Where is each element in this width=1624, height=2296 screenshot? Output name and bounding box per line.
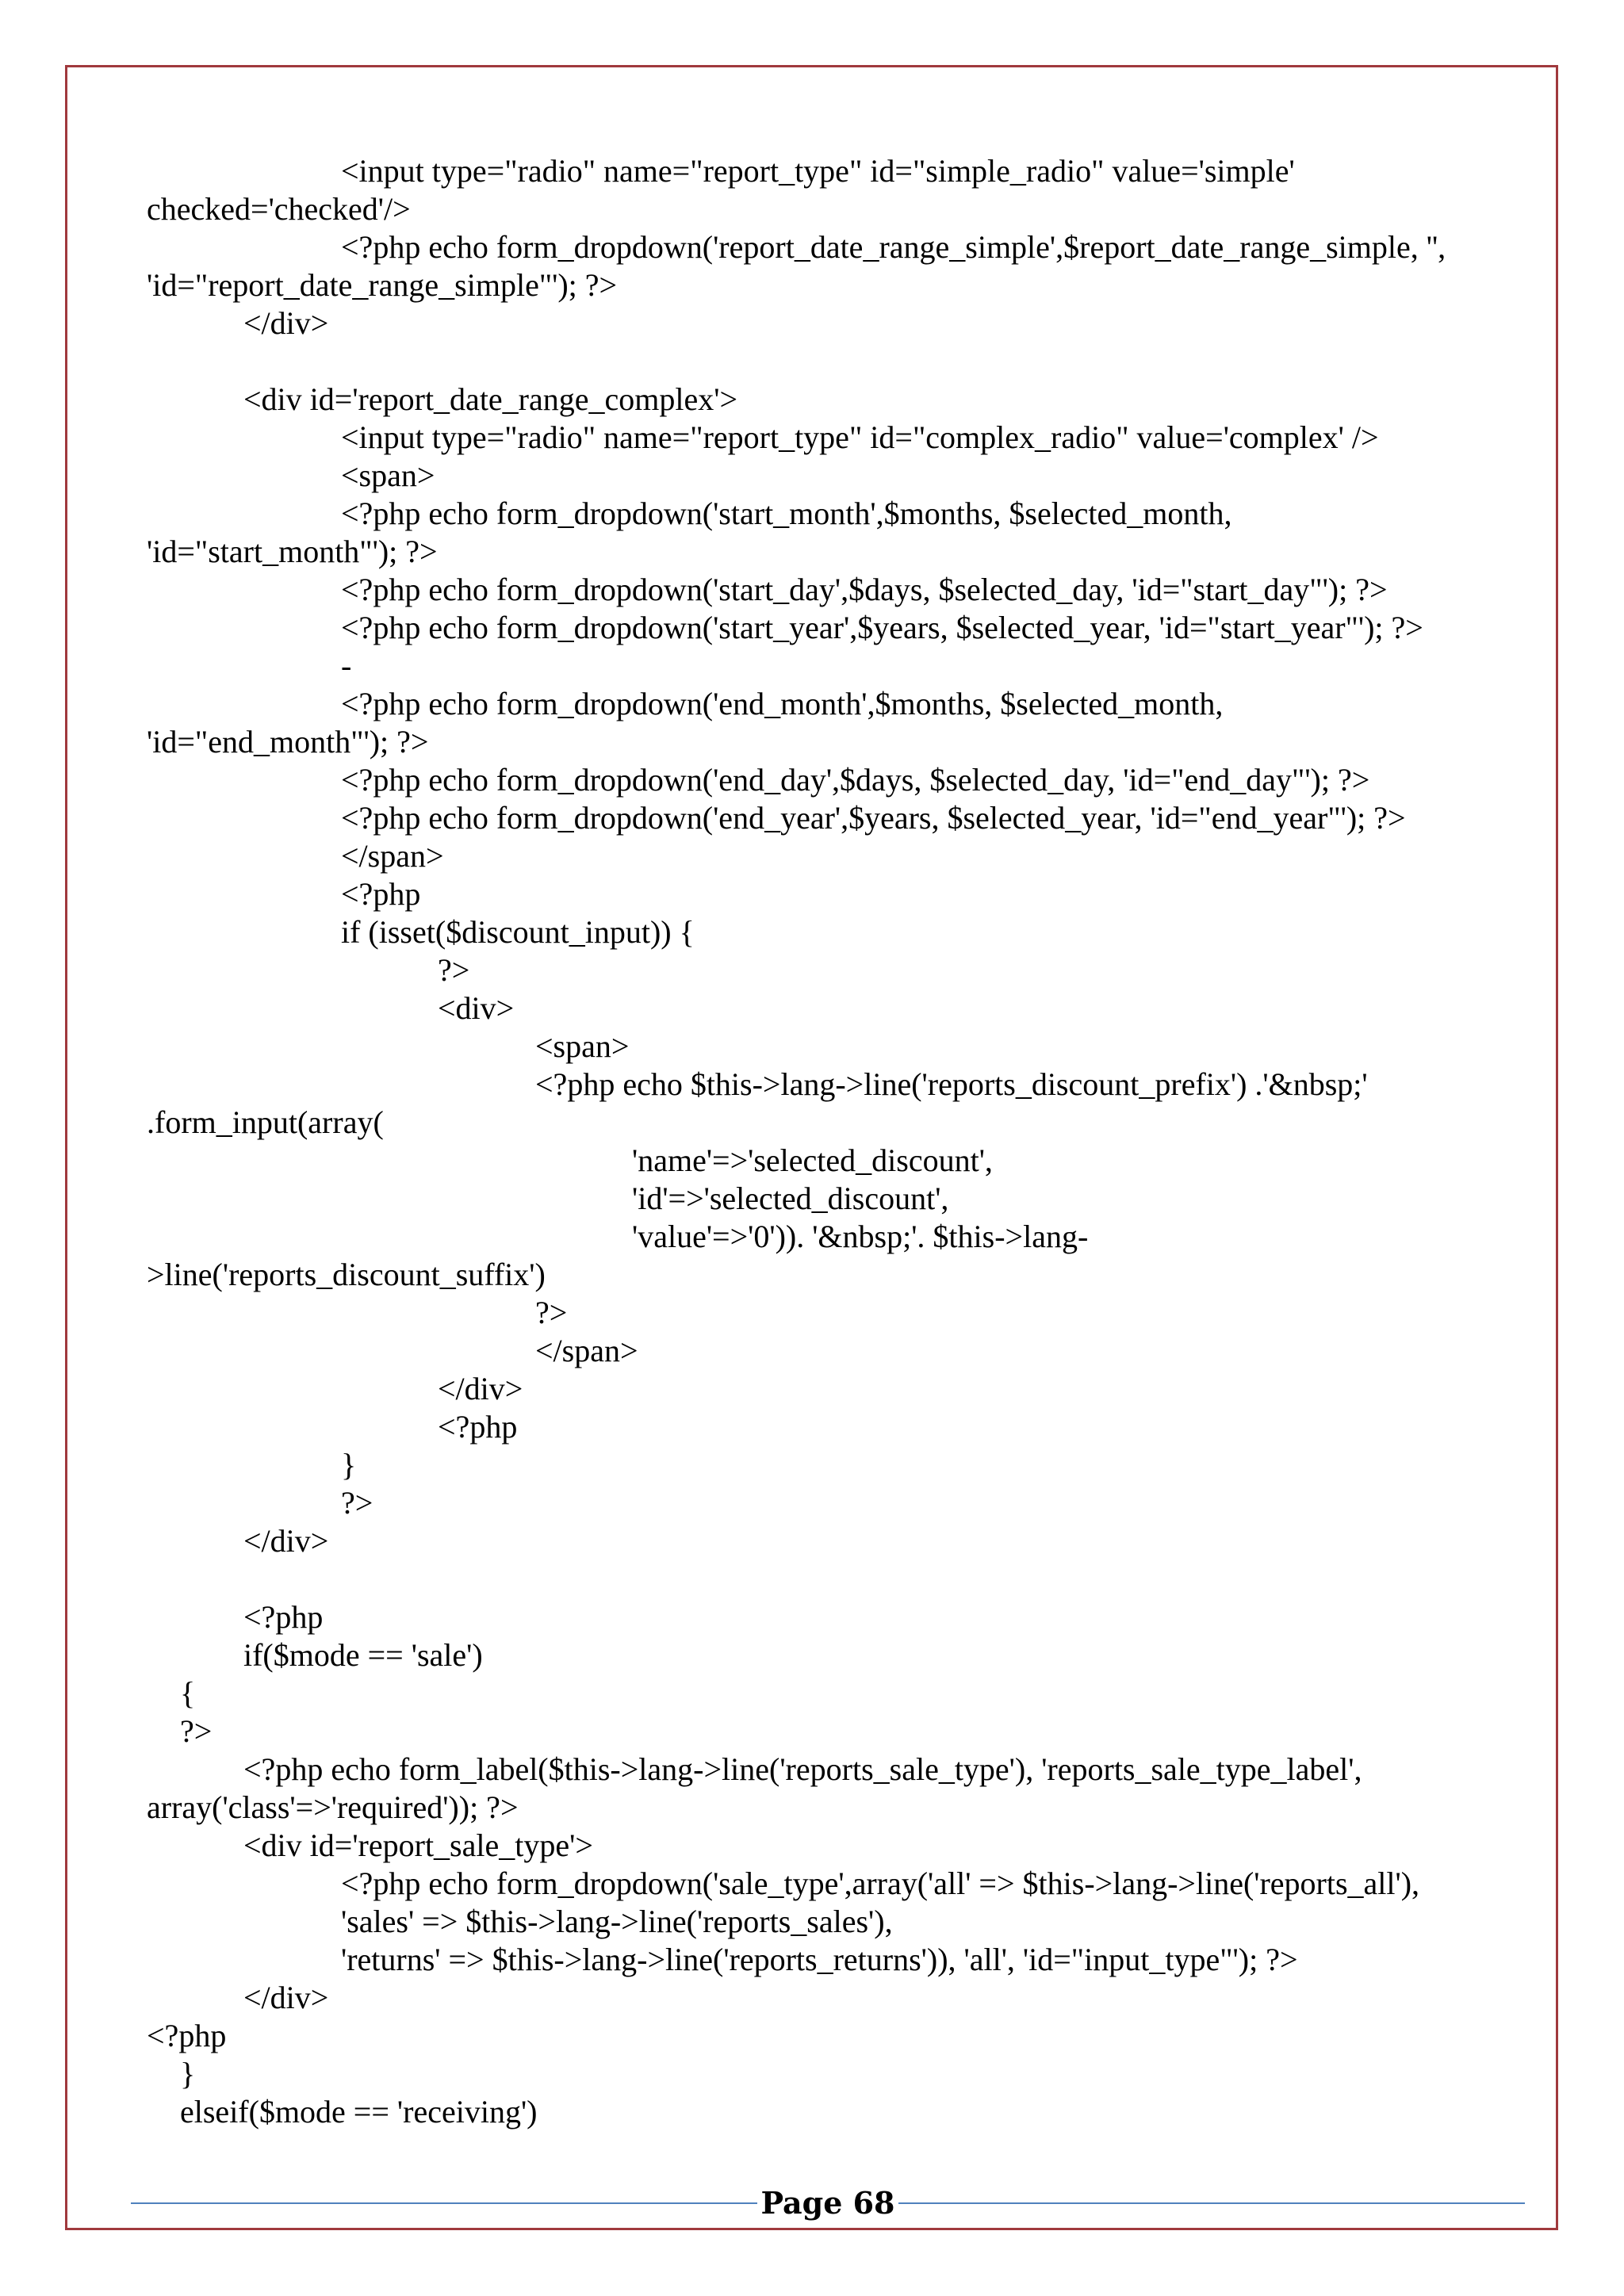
code-line: <div id='report_date_range_complex'> [243,381,738,417]
code-line: <?php echo form_dropdown('start_day',$days, $selected_day, 'id="start_day"'); ?> [341,572,1388,607]
code-line: array('class'=>'required')); ?> [147,1789,519,1825]
code-line: </div> [243,305,329,341]
code-line: 'id="end_month"'); ?> [147,724,429,760]
page-number: Page 68 [760,2185,895,2221]
code-line: checked='checked'/> [147,191,411,227]
code-line: <div id='report_sale_type'> [243,1827,593,1863]
code-line: 'returns' => $this->lang->line('reports_returns')), 'all', 'id="input_type"'); ?> [341,1942,1298,1977]
code-line: <?php echo form_dropdown('end_year',$years, $selected_year, 'id="end_year"'); ?> [341,800,1406,836]
code-line: <?php echo form_dropdown('end_day',$days, $selected_day, 'id="end_day"'); ?> [341,762,1370,798]
code-line: <span> [341,457,435,493]
code-line: <?php echo form_dropdown('end_month',$months, $selected_month, [341,686,1224,721]
code-line: ?> [535,1295,568,1330]
code-line: <?php echo form_label($this->lang->line('reports_sale_type'), 'reports_sale_type_label', [243,1751,1362,1787]
code-line: if($mode == 'sale') [243,1637,483,1673]
code-line: <?php [341,876,421,912]
code-line: </div> [243,1523,329,1559]
code-line: ?> [438,952,470,988]
code-line: </span> [535,1333,638,1368]
code-line: </div> [438,1371,523,1406]
code-line: <?php echo $this->lang->line('reports_discount_prefix') .'&nbsp;' [535,1066,1368,1102]
code-line: 'value'=>'0')). '&nbsp;'. $this->lang- [632,1219,1089,1254]
footer-rule-left [131,2202,757,2204]
code-line: if (isset($discount_input)) { [341,914,695,950]
code-line: - [341,648,352,683]
code-line: ?> [341,1485,373,1521]
code-line: ?> [180,1713,213,1749]
code-line: <div> [438,990,515,1026]
code-line: <?php echo form_dropdown('report_date_range_simple',$report_date_range_simple, '', [341,229,1446,265]
code-line: >line('reports_discount_suffix') [147,1257,546,1292]
code-line: 'name'=>'selected_discount', [632,1142,993,1178]
code-line: .form_input(array( [147,1104,384,1140]
code-line: <?php echo form_dropdown('start_year',$years, $selected_year, 'id="start_year"'); ?> [341,610,1423,645]
code-line: </div> [243,1980,329,2015]
code-line: <input type="radio" name="report_type" id="simple_radio" value='simple' [341,153,1295,189]
code-line: 'sales' => $this->lang->line('reports_sales'), [341,1904,893,1939]
code-line: <?php [147,2018,227,2053]
footer-rule-right [898,2202,1525,2204]
code-line: 'id="report_date_range_simple"'); ?> [147,267,618,303]
code-line: <?php echo form_dropdown('sale_type',array('all' => $this->lang->line('reports_all'), [341,1866,1420,1901]
code-line: 'id="start_month"'); ?> [147,534,438,569]
page-footer [131,2182,1525,2225]
code-line: <?php [243,1599,324,1635]
code-line: <input type="radio" name="report_type" id="complex_radio" value='complex' /> [341,419,1379,455]
code-line: { [180,1675,196,1711]
code-line: <?php [438,1409,518,1445]
code-line: elseif($mode == 'receiving') [180,2094,538,2130]
code-line: } [341,1447,357,1483]
code-line: <span> [535,1028,630,1064]
code-line: 'id'=>'selected_discount', [632,1181,949,1216]
code-line: </span> [341,838,444,874]
code-line: } [180,2056,196,2091]
code-line: <?php echo form_dropdown('start_month',$months, $selected_month, [341,496,1232,531]
